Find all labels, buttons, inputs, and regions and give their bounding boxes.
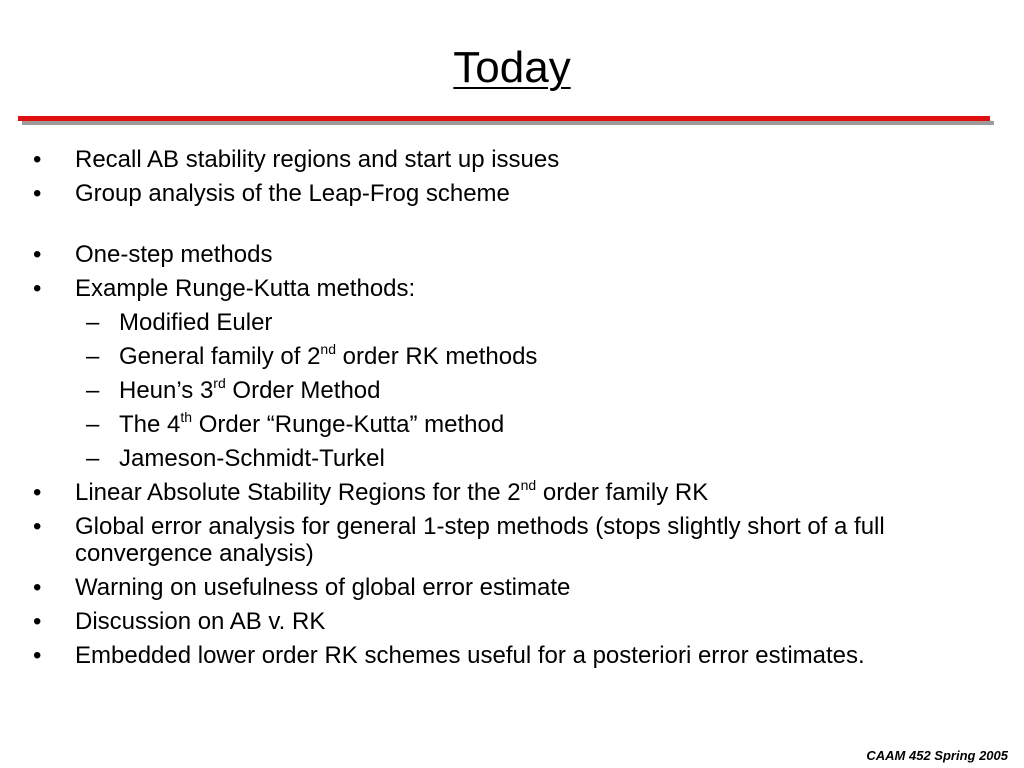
sub-bullet-item [0,377,1024,404]
bullet-text: Group analysis of the Leap-Frog scheme [75,180,510,207]
sub-bullet-text [119,411,504,438]
bullet-marker: • [33,574,42,601]
text-part: The 4 [119,411,181,438]
text-part: Order Method [225,377,381,404]
bullet-marker: • [33,608,42,635]
ordinal-superscript: nd [320,341,336,357]
sub-bullet-text: Jameson-Schmidt-Turkel [119,445,385,472]
bullet-marker: • [33,180,42,207]
bullet-marker: • [33,146,42,173]
text-part: Heun’s 3 [119,377,214,404]
bullet-text: Discussion on AB v. RK [75,608,326,635]
bullet-item [0,146,1024,173]
bullet-marker: • [33,479,42,506]
bullet-item [0,642,1024,669]
bullet-text [75,479,708,506]
slide-footer: CAAM 452 Spring 2005 [866,748,1008,763]
bullet-text: One-step methods [75,241,273,268]
sub-bullet-text [119,343,537,370]
bullet-text: Embedded lower order RK schemes useful for a posteriori error estimates. [75,642,865,669]
bullet-text: Global error analysis for general 1-step methods (stops slightly short of a full convergence analysis) [75,513,885,567]
dash-marker: – [86,309,100,336]
bullet-marker: • [33,642,42,669]
sub-bullet-item [0,411,1024,438]
text-part: order RK methods [336,343,538,370]
sub-bullet-item [0,445,1024,472]
bullet-list [0,146,1024,676]
ordinal-superscript: rd [213,375,226,391]
sub-bullet-item [0,309,1024,336]
bullet-item [0,479,1024,506]
bullet-text: Example Runge-Kutta methods: [75,275,416,302]
slide-title: Today [453,43,571,92]
bullet-item [0,574,1024,601]
text-part: Order “Runge-Kutta” method [192,411,505,438]
bullet-item [0,275,1024,302]
sub-bullet-text [119,377,380,404]
text-part: General family of 2 [119,343,321,370]
dash-marker: – [86,343,100,370]
bullet-text: Warning on usefulness of global error estimate [75,574,571,601]
sub-bullet-item [0,343,1024,370]
text-part: Linear Absolute Stability Regions for the 2 [75,479,521,506]
sub-bullet-text: Modified Euler [119,309,273,336]
dash-marker: – [86,445,100,472]
text-part: order family RK [536,479,709,506]
bullet-item [0,513,1024,567]
dash-marker: – [86,377,100,404]
dash-marker: – [86,411,100,438]
bullet-item [0,180,1024,207]
bullet-item [0,241,1024,268]
bullet-text: Recall AB stability regions and start up issues [75,146,560,173]
ordinal-superscript: nd [520,477,537,493]
bullet-item [0,608,1024,635]
title-divider-shadow [22,121,994,125]
bullet-marker: • [33,275,42,302]
ordinal-superscript: th [180,409,193,425]
bullet-marker: • [33,513,42,540]
bullet-marker: • [33,241,42,268]
